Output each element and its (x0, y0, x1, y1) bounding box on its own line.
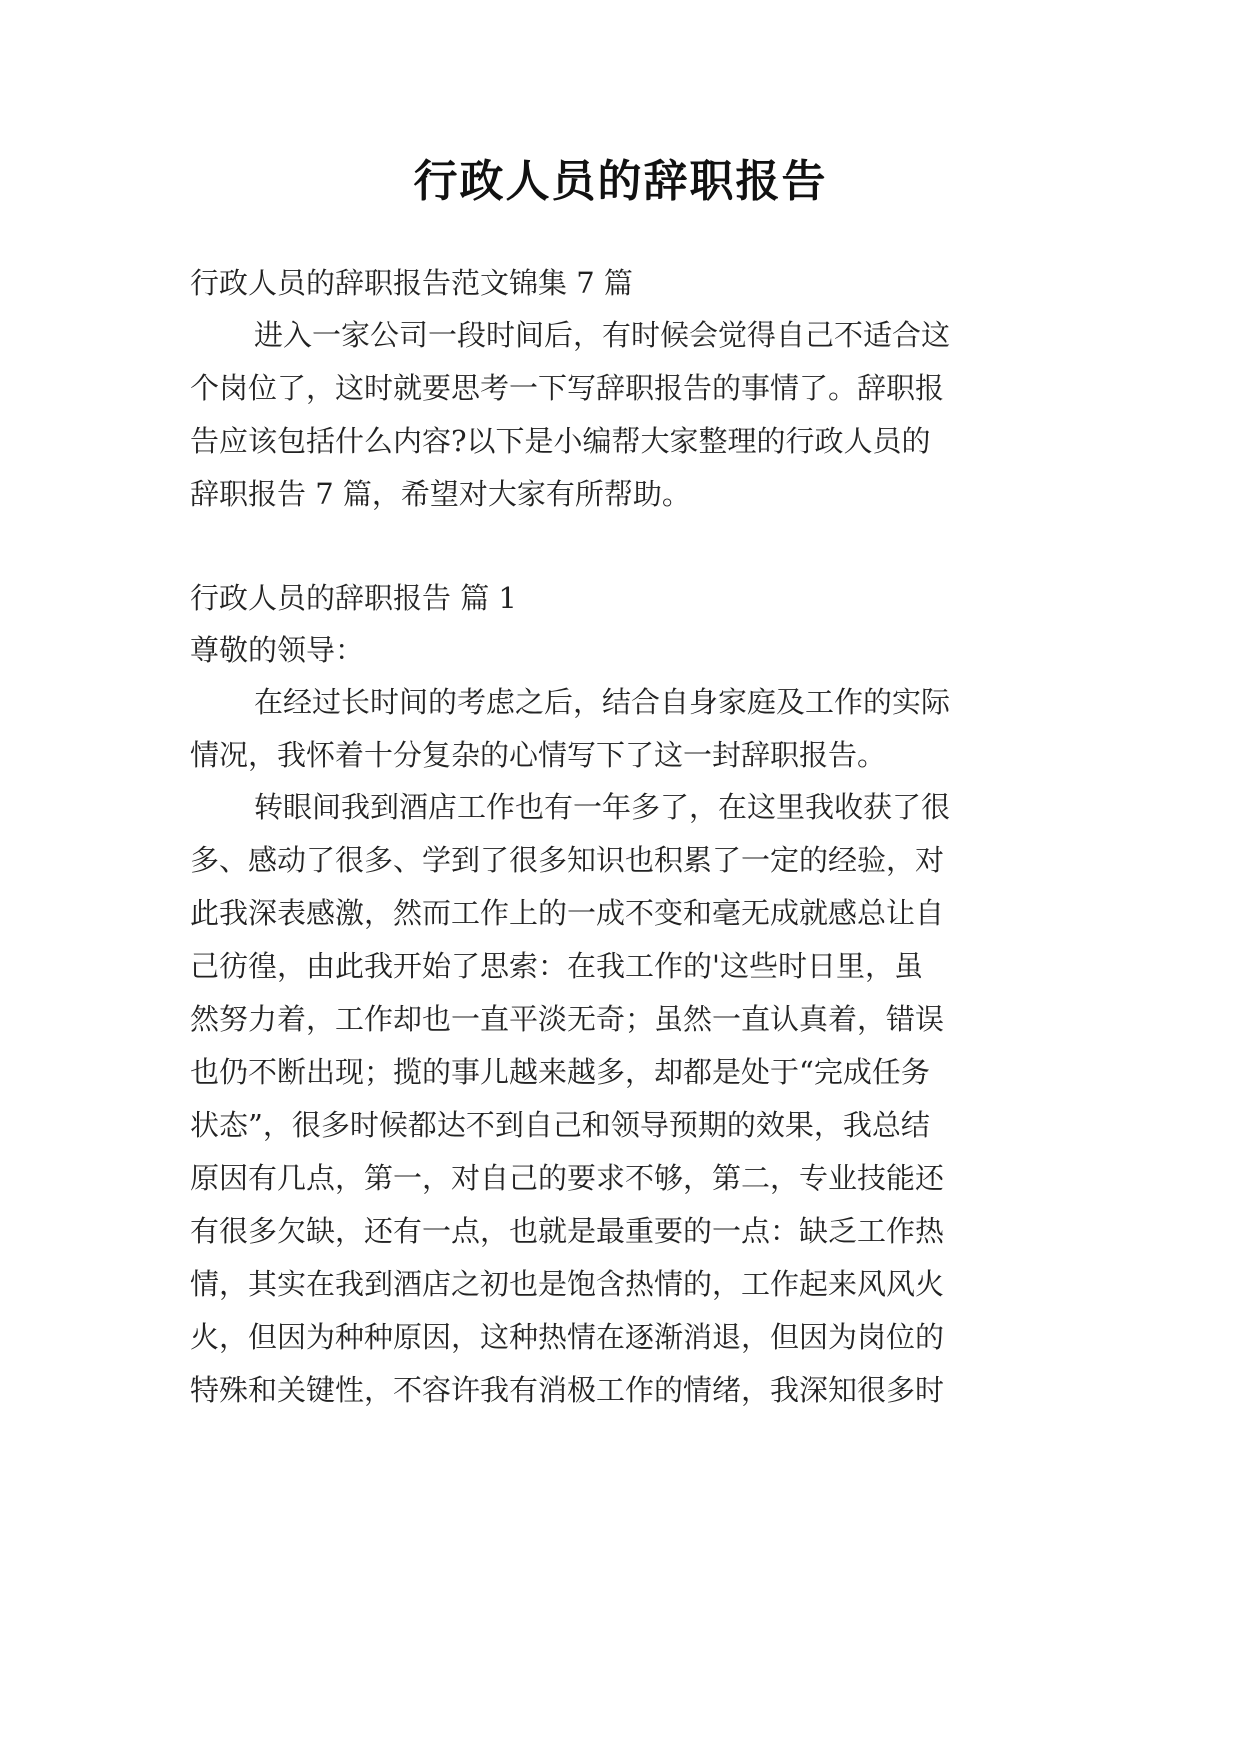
paragraph-line: 也仍不断出现；揽的事儿越来越多，却都是处于“完成任务 (190, 1055, 930, 1089)
paragraph-line: 火，但因为种种原因，这种热情在逐渐消退，但因为岗位的 (190, 1320, 945, 1354)
paragraph-line: 原因有几点，第一，对自己的要求不够，第二，专业技能还 (190, 1161, 945, 1195)
intro-line: 辞职报告 7 篇，希望对大家有所帮助。 (190, 477, 691, 511)
paragraph-line: 有很多欠缺，还有一点，也就是最重要的一点：缺乏工作热 (190, 1214, 945, 1248)
section-heading: 行政人员的辞职报告 篇 1 (190, 581, 517, 615)
paragraph-line: 情，其实在我到酒店之初也是饱含热情的，工作起来风风火 (190, 1267, 945, 1301)
paragraph-line: 多、感动了很多、学到了很多知识也积累了一定的经验，对 (190, 843, 945, 877)
document-title: 行政人员的辞职报告 (413, 156, 828, 207)
paragraph-line: 此我深表感激，然而工作上的一成不变和毫无成就感总让自 (190, 896, 945, 930)
salutation: 尊敬的领导： (190, 633, 365, 667)
paragraph-line: 特殊和关键性，不容许我有消极工作的情绪，我深知很多时 (190, 1373, 945, 1407)
paragraph-line: 状态”，很多时候都达不到自己和领导预期的效果，我总结 (190, 1108, 930, 1142)
document-subtitle: 行政人员的辞职报告范文锦集 7 篇 (190, 266, 633, 300)
paragraph-line: 情况，我怀着十分复杂的心情写下了这一封辞职报告。 (190, 738, 887, 772)
paragraph-line: 在经过长时间的考虑之后，结合自身家庭及工作的实际 (254, 685, 951, 719)
paragraph-line: 己彷徨，由此我开始了思索：在我工作的'这些时日里，虽 (190, 949, 923, 983)
intro-line: 进入一家公司一段时间后，有时候会觉得自己不适合这 (254, 318, 951, 352)
paragraph-line: 转眼间我到酒店工作也有一年多了，在这里我收获了很 (254, 790, 951, 824)
intro-line: 告应该包括什么内容?以下是小编帮大家整理的行政人员的 (190, 424, 931, 458)
intro-line: 个岗位了，这时就要思考一下写辞职报告的事情了。辞职报 (190, 371, 945, 405)
paragraph-line: 然努力着，工作却也一直平淡无奇；虽然一直认真着，错误 (190, 1002, 945, 1036)
